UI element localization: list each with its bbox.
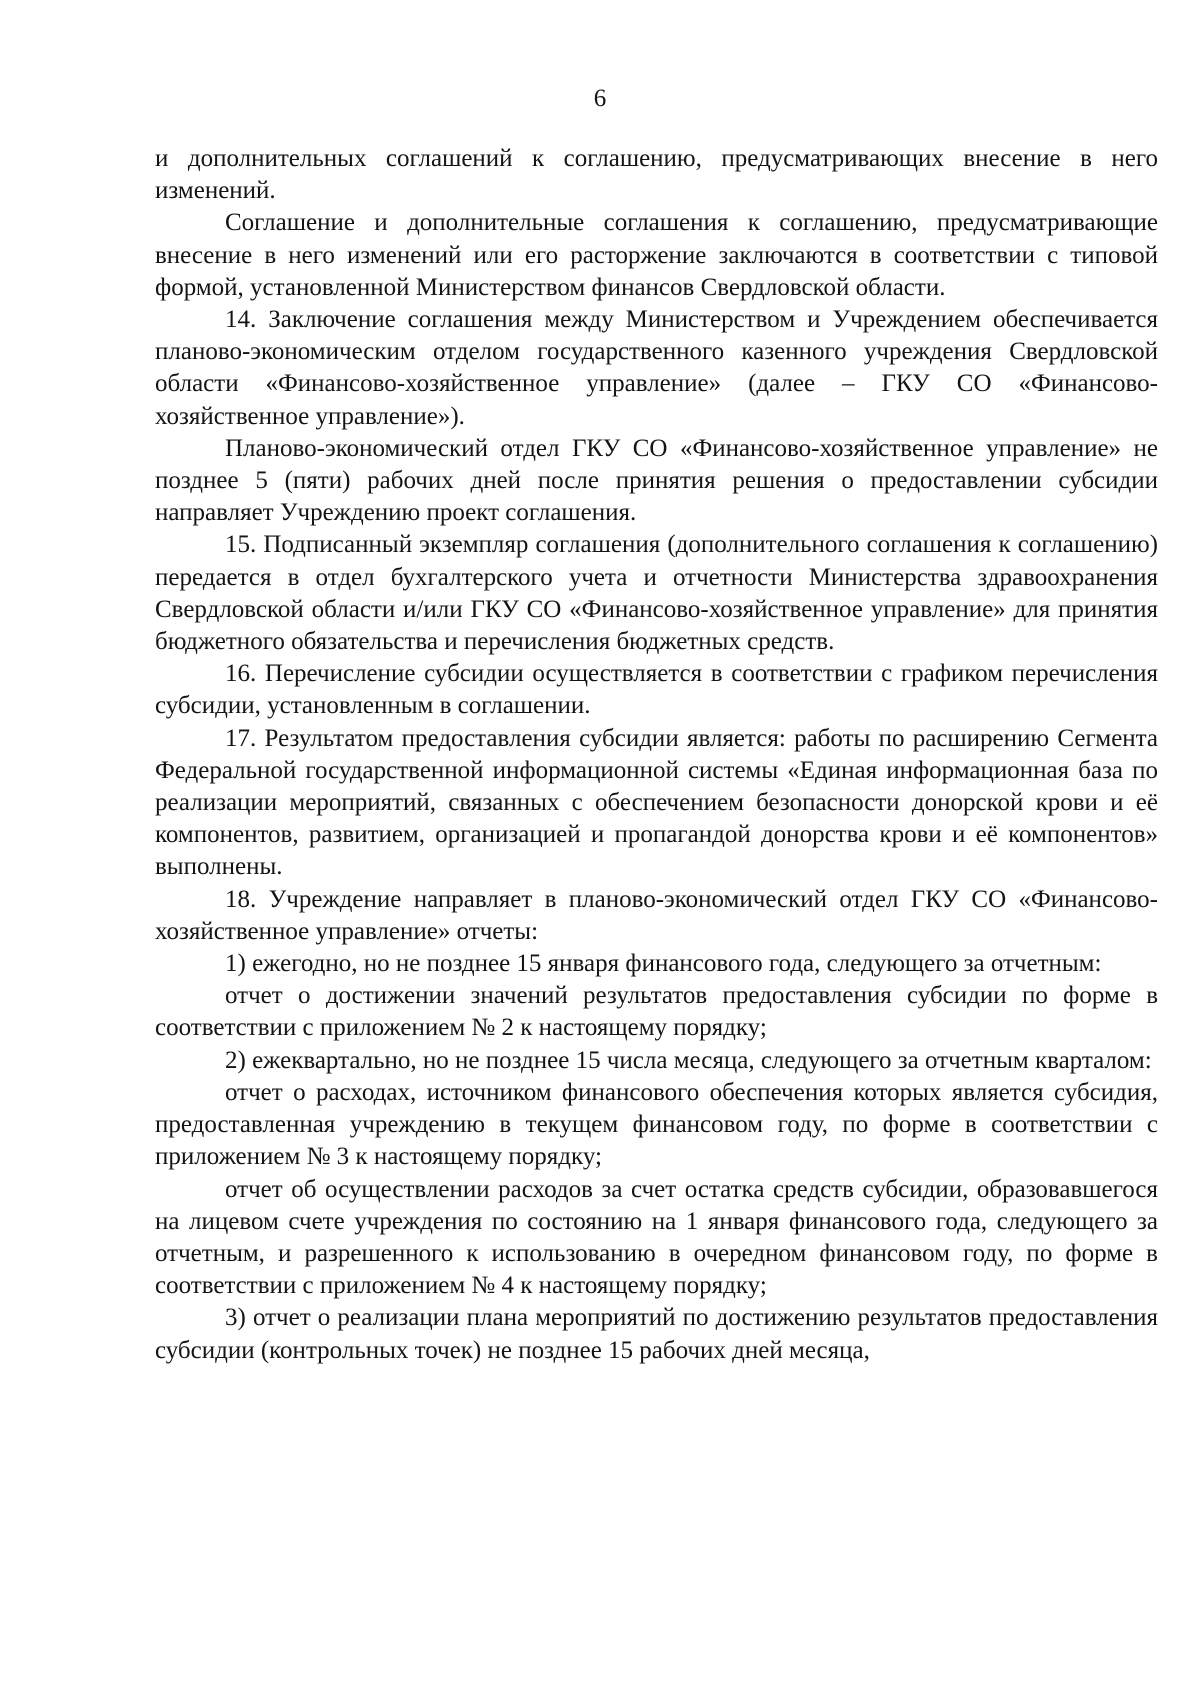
paragraph-item-1: 1) ежегодно, но не позднее 15 января финансового года, следующего за отчетным:	[225, 950, 1102, 978]
paragraph-clause-15: 15. Подписанный экземпляр соглашения (дополнительного соглашения к соглашению) передается в отдел бухгалтерского учета и отчетности Министерства здравоохранения Свердловской области и/или ГКУ СО «Финансово-хозяйственное управление» для принятия бюджетного обязательства и перечисления бюджетных средств.	[155, 531, 1158, 656]
paragraph-report-expenses: отчет о расходах, источником финансового обеспечения которых является субсидия, предоставленная учреждению в текущем финансовом году, по форме в соответствии с приложением № 3 к настоящему порядку;	[155, 1078, 1158, 1171]
paragraph-agreement-form: Соглашение и дополнительные соглашения к соглашению, предусматривающие внесение в него изменений или его расторжение заключаются в соответствии с типовой формой, установленной Министерством финансов Свердловской области.	[155, 209, 1158, 301]
document-body	[155, 143, 1158, 1367]
paragraph-clause-18: 18. Учреждение направляет в планово-экономический отдел ГКУ СО «Финансово-хозяйственное управление» отчеты:	[155, 885, 1158, 945]
paragraph-report-results: отчет о достижении значений результатов предоставления субсидии по форме в соответствии с приложением № 2 к настоящему порядку;	[155, 982, 1158, 1042]
paragraph-clause-17: 17. Результатом предоставления субсидии является: работы по расширению Сегмента Федеральной государственной информационной системы «Единая информационная база по реализации мероприятий, связанных с обеспечением безопасности донорской крови и её компонентов, развитием, организацией и пропагандой донорства крови и её компонентов» выполнены.	[155, 724, 1158, 881]
paragraph-draft-agreement: Планово-экономический отдел ГКУ СО «Финансово-хозяйственное управление» не позднее 5 (пяти) рабочих дней после принятия решения о предоставлении субсидии направляет Учреждению проект соглашения.	[155, 434, 1158, 527]
paragraph-continuation: и дополнительных соглашений к соглашению, предусматривающих внесение в него изменений.	[155, 145, 1158, 205]
paragraph-item-3: 3) отчет о реализации плана мероприятий по достижению результатов предоставления субсидии (контрольных точек) не позднее 15 рабочих дней месяца,	[155, 1304, 1158, 1364]
paragraph-clause-16: 16. Перечисление субсидии осуществляется в соответствии с графиком перечисления субсидии, установленным в соглашении.	[155, 660, 1158, 720]
paragraph-clause-14: 14. Заключение соглашения между Министерством и Учреждением обеспечивается планово-экономическим отделом государственного казенного учреждения Свердловской области «Финансово-хозяйственное управление» (далее – ГКУ СО «Финансово-хозяйственное управление»).	[155, 306, 1158, 430]
paragraph-report-balance: отчет об осуществлении расходов за счет остатка средств субсидии, образовавшегося на лицевом счете учреждения по состоянию на 1 января финансового года, следующего за отчетным, и разрешенного к использованию в очередном финансовом году, по форме в соответствии с приложением № 4 к настоящему порядку;	[155, 1175, 1158, 1300]
page-number: 6	[593, 85, 607, 112]
paragraph-item-2: 2) ежеквартально, но не позднее 15 числа месяца, следующего за отчетным кварталом:	[225, 1046, 1152, 1074]
